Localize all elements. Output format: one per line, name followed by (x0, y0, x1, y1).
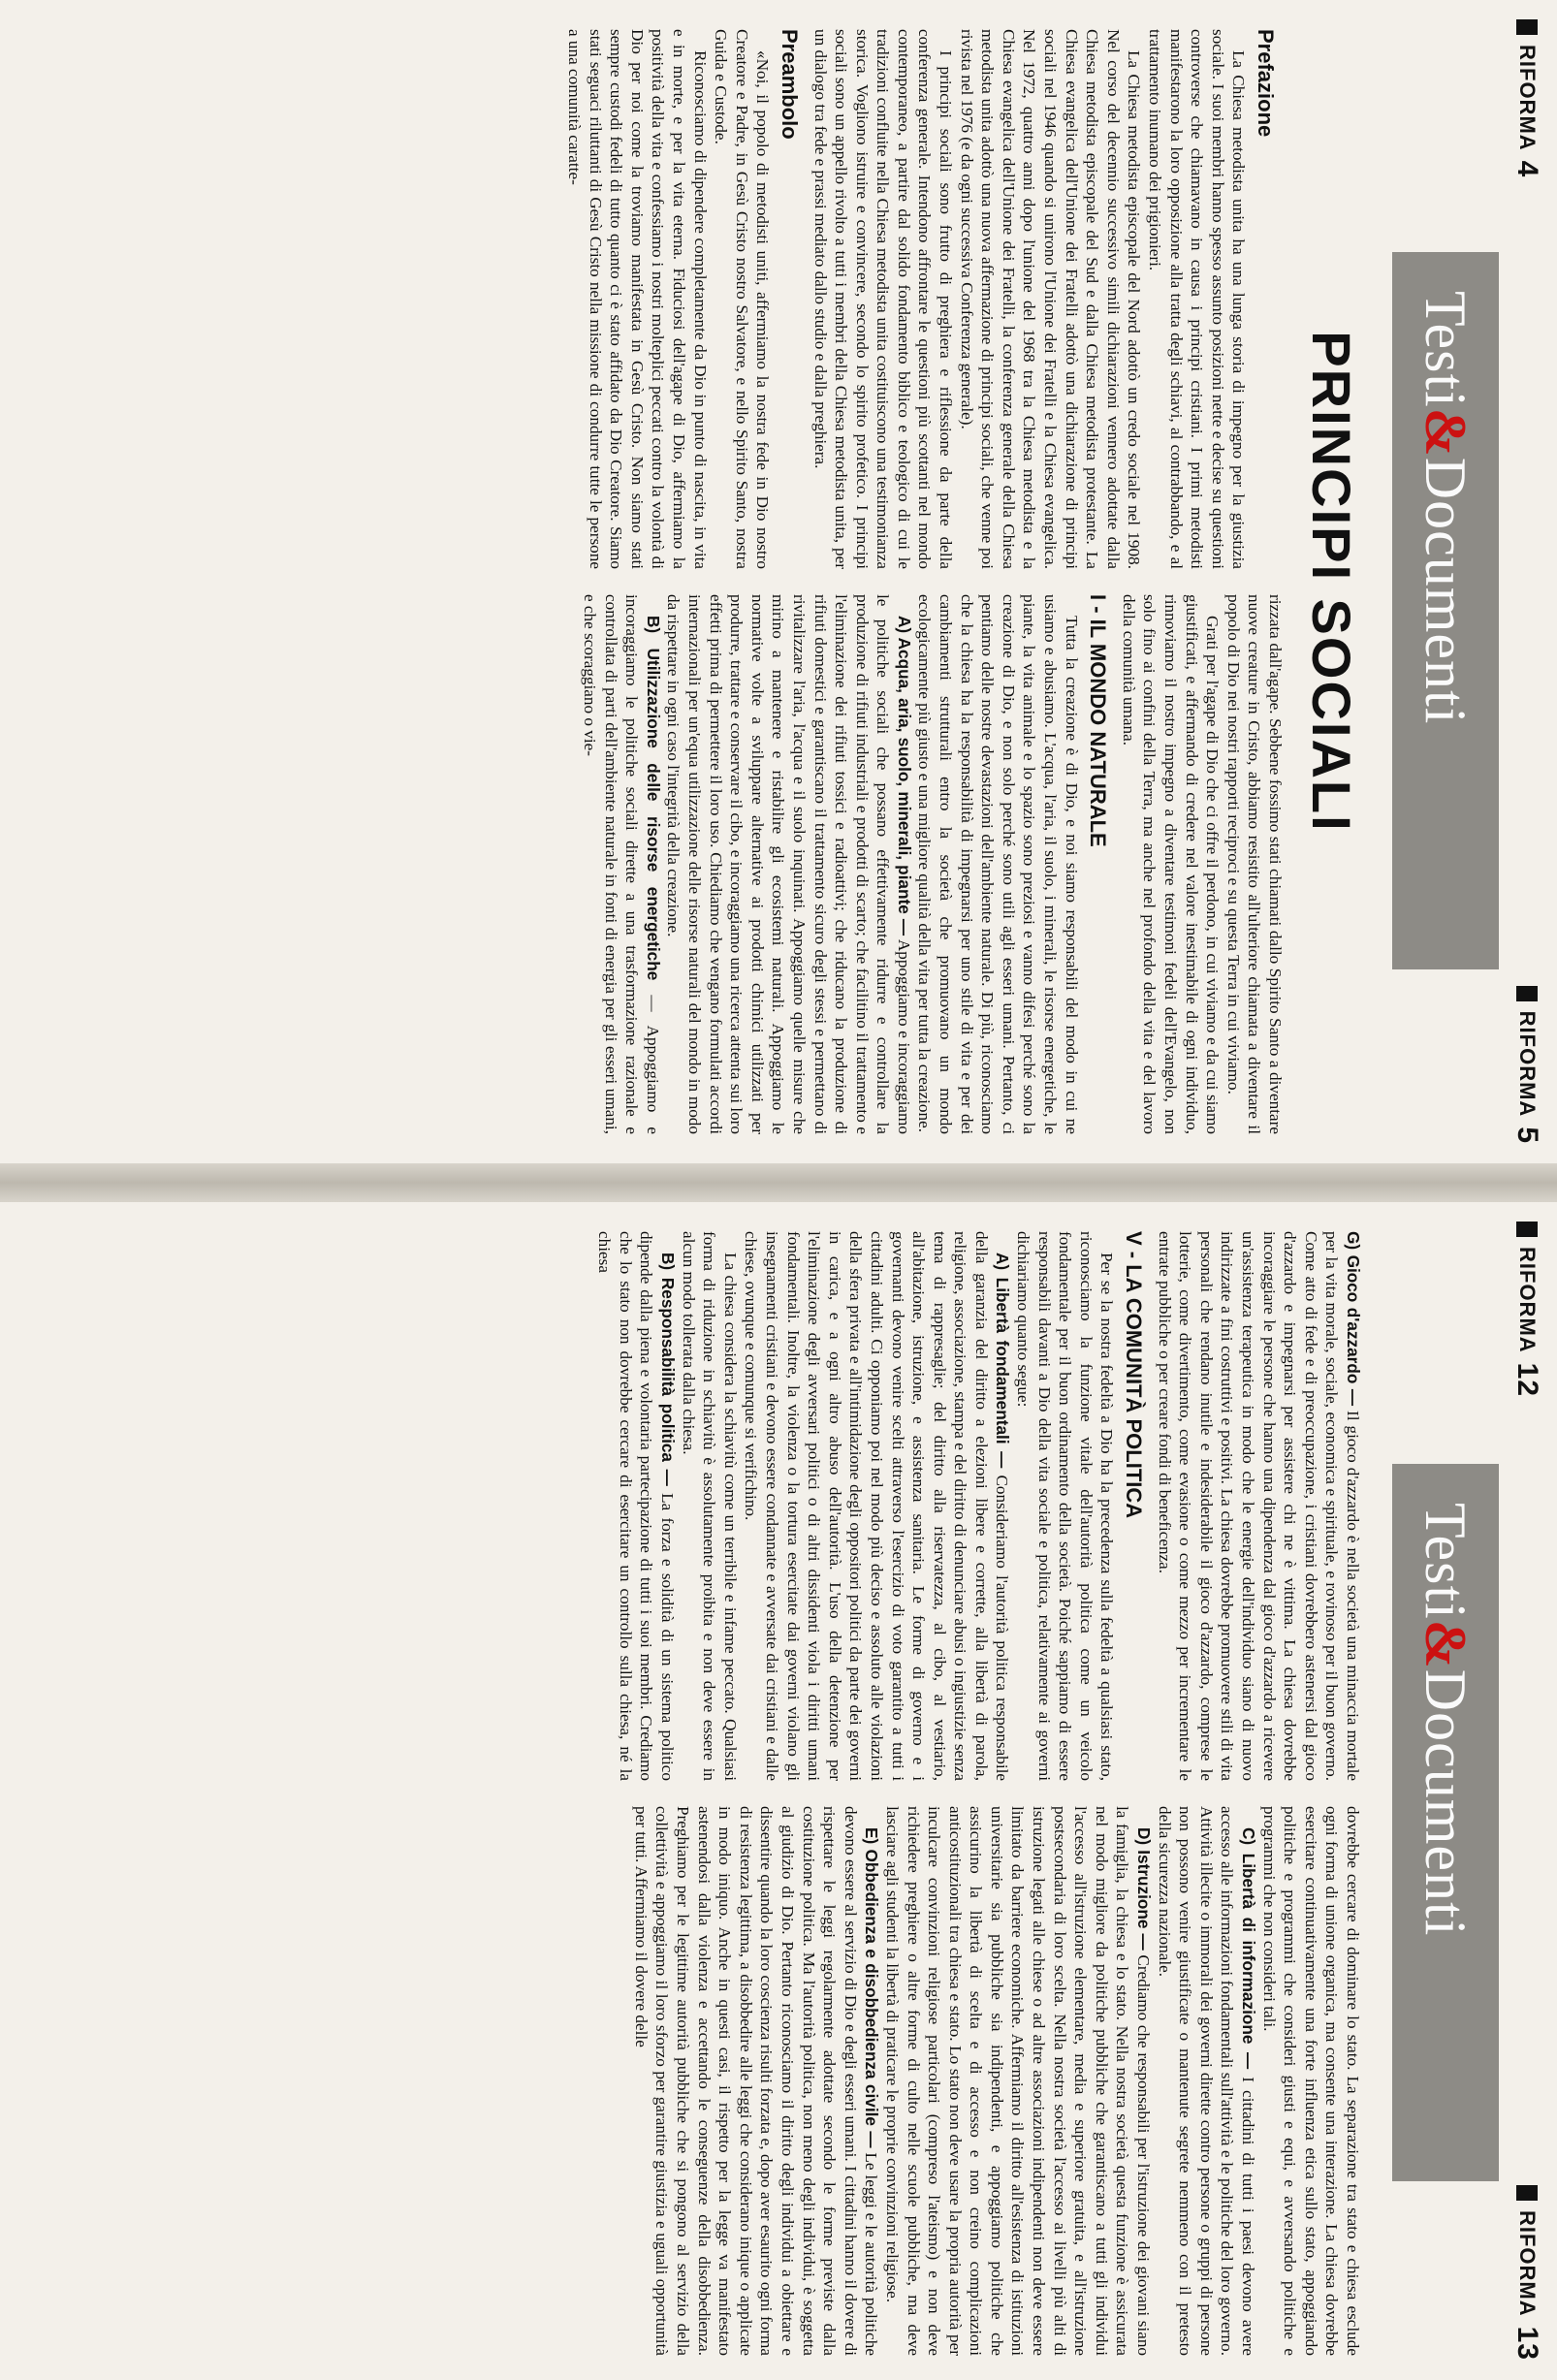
band-word-testi: Testi (1414, 291, 1478, 408)
article-column-1 (563, 29, 1286, 569)
page-title: PRINCIPI SOCIALI (1301, 331, 1362, 833)
paragraph: Le leggi e le autorità politiche devono essere al servizio di Dio e degli esseri umani. I cittadini hanno il dovere di rispettare le leggi regolarmente adottate secondo le forme previste dalla costituzione politica. Ma l'autorità politica, non meno degli individui, è soggetta al giudizio di Dio. Pertanto riconosciamo il diritto degli individui a obiettare e dissentire quando la loro coscienza risulti forzata e, dopo aver esaurito ogni forma di resistenza legittima, a disobbedire alle leggi che considerano inique o applicate in modo iniquo. Anche in questi casi, il rispetto per la legge va manifestato astenendosi dalla violenza e accettando le conseguenze della disobbedienza. Preghiamo per le legittime autorità pubbliche che si pongono al servizio della collettività e appoggiamo il loro sforzo per garantire giustizia e uguali opportunità per tutti. Affermiamo il dovere delle (631, 1806, 881, 2356)
subheading-istruzione: D) Istruzione — (1134, 1827, 1155, 1951)
heading-comunita-politica: V - LA COMUNITÀ POLITICA (1122, 1231, 1147, 1519)
heading-mondo-naturale: I - IL MONDO NATURALE (1086, 594, 1111, 847)
subheading-responsabilita-politica: B) Responsabilità politica — (658, 1253, 678, 1486)
article-column-3 (594, 1231, 1363, 1781)
paragraph: rizzata dall'agape. Sebbene fossimo stati chiamati dallo Spirito Santo a diventare nuove creature in Cristo, abbiamo resistito all'ulteriore chiamata a diventare il popolo di Dio nei nostri rapporti reciproci e su questa Terra in cui viviamo. (1223, 594, 1285, 1134)
page-number: 13 (1511, 2326, 1543, 2361)
header-label: RIFORMA (1515, 2209, 1540, 2317)
paragraph: La chiesa considera la schiavitù come un terribile e infame peccato. Qualsiasi forma di riduzione in schiavitù è assolutamente proibita e non deve essere in alcun modo tollerata dalla chiesa. (679, 1231, 740, 1781)
header-label: RIFORMA (1515, 1010, 1540, 1118)
running-header-page-12 (1510, 1222, 1543, 1397)
subheading-liberta-informazione: C) Libertà di informazione — (1239, 1827, 1259, 2070)
paragraph: Per se la nostra fedeltà a Dio ha la precedenza sulla fedeltà a qualsiasi stato, riconosciamo la funzione vitale dell'autorità politica come un veicolo fondamentale per il buon ordinamento della società. Poiché sappiamo di essere responsabili davanti a Dio della vita sociale e politica, relativamente ai governi dichiariamo quanto segue: (1014, 1231, 1117, 1781)
header-label: RIFORMA (1515, 1247, 1540, 1353)
paragraph: I principi sociali sono frutto di preghiera e riflessione da parte della conferenza generale. Intendono affrontare le questioni più scottanti nel mondo contemporaneo, a partire dal solido fondamento biblico e teologico di cui le tradizioni confluite nella Chiesa metodista unita costituiscono una testimonianza storica. Vogliono istruire e convincere, secondo lo spirito profetico. I principi sociali sono un appello rivolto a tutti i membri della Chiesa metodista unita, per un dialogo tra fede e prassi mediato dallo studio e dalla preghiera. (810, 29, 956, 569)
article-columns (563, 29, 1286, 1134)
band-word-documenti: Documenti (1414, 457, 1478, 725)
article-column-2 (563, 594, 1286, 1134)
paragraph: Consideriamo l'autorità politica responsabile della garanzia del diritto a elezioni libere e corrette, alla libertà di parola, religione, associazione, stampa e del diritto di denunciare abusi o ingiustizie senza tema di rappresaglie; del diritto alla riservatezza, al cibo, al vestiario, all'abitazione, istruzione, e assistenza sanitaria. Le forme di governo e i governanti devono venire scelti attraverso l'esercizio di voto garantito a tutti i cittadini adulti. Ci opponiamo poi nel modo più deciso e assoluto alle violazioni della sfera privata e all'intimidazione degli oppositori politici da parte dei governi in carica, e a ogni altro abuso dell'autorità. L'uso della detenzione per l'eliminazione degli avversari politici o di altri dissidenti viola i diritti umani fondamentali. Inoltre, la violenza o la tortura esercitate dai governi violano gli insegnamenti cristiani e devono essere condannate e avversate dai cristiani e dalle chiese, ovunque e comunque si verifichino. (742, 1231, 1012, 1781)
heading-prefazione: Prefazione (1254, 29, 1278, 138)
paragraph: Crediamo che responsabili per l'istruzione dei giovani siano la famiglia, la chiesa e lo stato. Nella nostra società questa funzione è assicurata nel modo migliore da politiche pubbliche che garantiscano a tutti gli individui l'accesso all'istruzione elementare, media e superiore gratuita, e all'istruzione postsecondaria di loro scelta. Nella nostra società l'accesso ai livelli più alti di istruzione legati alle chiese o ad altre associazioni indipendenti non deve essere limitato da barriere economiche. Affermiamo il diritto all'esistenza di istituzioni universitarie sia pubbliche sia indipendenti, e appoggiamo politiche che assicurino la libertà di scelta e di accesso e non creino complicazioni anticostituzionali tra chiesa e stato. Lo stato non deve usare la propria autorità per inculcare convinzioni religiose particolari (compreso l'ateismo) e non deve richiedere preghiere o altre forme di culto nelle scuole pubbliche, ma deve lasciare agli studenti la libertà di praticare le proprie convinzioni religiose. (882, 1806, 1154, 2357)
page-number: 12 (1511, 1362, 1543, 1398)
paragraph: Riconosciamo di dipendere completamente da Dio in punto di nascita, in vita e in morte, e per la vita eterna. Fiduciosi dell'agape di Dio, affermiamo la positività della vita e confessiamo i nostri molteplici peccati contro la volontà di Dio per noi come la troviamo manifestata in Gesù Cristo. Non siamo stati sempre custodi fedeli di tutto quanto ci è stato affidato da Dio Creatore. Siamo stati seguaci riluttanti di Gesù Cristo nella missione di condurre tutte le persone a una comunità caratte- (565, 29, 710, 569)
header-square-icon (1516, 2185, 1538, 2201)
article-columns (594, 1231, 1363, 2356)
subheading-liberta-fondamentali: A) Libertà fondamentali — (993, 1253, 1013, 1469)
band-word-documenti: Documenti (1414, 1668, 1478, 1937)
header-square-icon (1516, 986, 1538, 1001)
article-column-4 (594, 1806, 1363, 2356)
page-number: 5 (1511, 1127, 1543, 1144)
band-ampersand: & (1414, 407, 1478, 458)
section-band (1392, 1464, 1499, 2181)
band-ampersand: & (1414, 1619, 1478, 1669)
paragraph: La Chiesa metodista episcopale del Nord adottò un credo sociale nel 1908. Nel corso del decennio successivo simili dichiarazioni vennero adottate dalla Chiesa metodista episcopale del Sud e dalla Chiesa metodista protestante. La Chiesa evangelica dell'Unione dei Fratelli adottò una dichiarazione di principi sociali nel 1946 quando si unirono l'Unione dei Fratelli e la Chiesa evangelica. Nel 1972, quattro anni dopo l'unione del 1968 tra la Chiesa metodista e la Chiesa evangelica dell'Unione dei Fratelli, la conferenza generale della Chiesa metodista unita adottò una nuova affermazione di principi sociali, che venne poi rivista nel 1976 (e da ogni successiva Conferenza generale). (957, 29, 1144, 569)
subheading-obbedienza-civile: E) Obbedienza e disobbedienza civile — (862, 1827, 882, 2148)
heading-preambolo: Preambolo (777, 29, 802, 140)
subheading-gioco-azzardo: G) Gioco d'azzardo — (1344, 1231, 1363, 1407)
band-word-testi: Testi (1414, 1503, 1478, 1620)
running-header-page-5 (1510, 986, 1543, 1144)
running-header-page-13 (1510, 2185, 1543, 2361)
page-gutter (0, 1163, 1557, 1202)
paragraph: I cittadini di tutti i paesi devono avere accesso alle informazioni fondamentali sull'attività e le politiche del loro governo. Attività illecite o immorali dei governi dirette contro persone o gruppi di persone non possono venire giustificate o mantenute segrete nemmeno con il pretesto della sicurezza nazionale. (1155, 1806, 1258, 2357)
header-label: RIFORMA (1515, 45, 1540, 151)
header-square-icon (1516, 19, 1538, 35)
paragraph: dovrebbe cercare di dominare lo stato. La separazione tra stato e chiesa esclude ogni forma di unione organica, ma consente una interazione. La chiesa dovrebbe esercitare continuativamente una forte influenza etica sullo stato, appoggiando politiche e programmi che consideri giusti e equi, e avversando politiche e programmi che non consideri tali. (1259, 1806, 1362, 2356)
subheading-acqua-aria: A) Acqua, aria, suolo, minerali, piante — (894, 616, 914, 936)
paragraph: Appoggiamo e incoraggiamo le politiche sociali che possano effettivamente ridurre e controllare la produzione di rifiuti industriali e prodotti di scarto; che facilitino il trattamento e l'eliminazione dei rifiuti tossici e radioattivi; che riducano la produzione di rifiuti domestici e garantiscano il trattamento sicuro degli stessi e permettano di rivitalizzare l'aria, l'acqua e il suolo inquinati. Appoggiamo quelle misure che mirino a mantenere e ristabilire gli ecosistemi naturali. Appoggiamo le normative volte a sviluppare alternative ai prodotti chimici utilizzati per produrre, trattare e conservare il cibo, e incoraggiamo una ricerca attenta sui loro effetti prima di permettere il loro uso. Chiediamo che vengano formulati accordi internazionali per un'equa utilizzazione delle risorse naturali del mondo in modo da rispettare in ogni caso l'integrità della creazione. (664, 594, 913, 1135)
paragraph: «Noi, il popolo di metodisti uniti, affermiamo la nostra fede in Dio nostro Creatore e Padre, in Gesù Cristo nostro Salvatore, e nello Spirito Santo, nostra Guida e Custode. (712, 29, 773, 569)
paragraph: — Appoggiamo e incoraggiamo le politiche sociali dirette a una trasformazione razionale e controllata di parti dell'ambiente naturale in fonti di energia per gli esseri umani, e che scoraggiano o vie- (581, 594, 662, 1134)
page-number: 4 (1511, 160, 1543, 178)
section-band (1392, 252, 1499, 969)
header-square-icon (1516, 1222, 1538, 1237)
subheading-risorse-energetiche: B) Utilizzazione delle risorse energetiche (643, 616, 663, 981)
spread-pages-4-5 (0, 0, 1557, 1163)
paragraph: Grati per l'agape di Dio che ci offre il perdono, in cui viviamo e da cui siamo giustificati, e affermando di credere nel valore inestimabile di ogni individuo, rinnoviamo il nostro impegno a diventare testimoni fedeli dell'Evangelo, non solo fino ai confini della Terra, ma anche nel profondo della vita e del lavoro della comunità umana. (1119, 594, 1223, 1134)
paragraph: La Chiesa metodista unita ha una lunga storia di impegno per la giustizia sociale. I suoi membri hanno spesso assunto posizioni nette e decise su questioni controverse che chiamavano in causa i principi cristiani. I primi metodisti manifestarono la loro opposizione alla tratta degli schiavi, al contrabbando, e al trattamento inumano dei prigionieri. (1146, 29, 1249, 569)
spread-pages-12-13 (0, 1202, 1557, 2380)
running-header-page-4 (1510, 19, 1543, 177)
paragraph: La forza e solidità di un sistema politico dipende dalla piena e volontaria partecipazione di tutti i suoi membri. Crediamo che lo stato non dovrebbe cercare di esercitare un controllo sulla chiesa, né la chiesa (595, 1231, 677, 1781)
paragraph: Tutta la creazione è di Dio, e noi siamo responsabili del modo in cui ne usiamo e abusiamo. L'acqua, l'aria, il suolo, i minerali, le risorse energetiche, le piante, la vita animale e lo spazio sono preziosi e vanno difesi perché sono la creazione di Dio, e non solo perché sono utili agli esseri umani. Pertanto, ci pentiamo delle nostre devastazioni dell'ambiente naturale. Di più, riconosciamo che la chiesa ha la responsabilità di impegnarsi per uno stile di vita e per dei cambiamenti strutturali entro la società che promuovano un mondo ecologicamente più giusto e una migliore qualità della vita per tutta la creazione. (915, 594, 1081, 1134)
paragraph: Il gioco d'azzardo è nella società una minaccia mortale per la vita morale, sociale, economica e spirituale, e rovinoso per il buon governo. Come atto di fede e di preoccupazione, i cristiani dovrebbero astenersi dal gioco d'azzardo e impegnarsi per assistere chi ne è vittima. La chiesa dovrebbe incoraggiare le persone che hanno una dipendenza dal gioco d'azzardo a ricevere un'assistenza terapeutica in modo che le energie dell'individuo siano di nuovo indirizzate a fini costruttivi e positivi. La chiesa dovrebbe promuovere stili di vita personali che rendano inutile e indesiderabile il gioco d'azzardo, comprese le lotterie, come divertimento, come evasione o come mezzo per incrementare le entrate pubbliche o per creare fondi di beneficenza. (1155, 1231, 1362, 1782)
